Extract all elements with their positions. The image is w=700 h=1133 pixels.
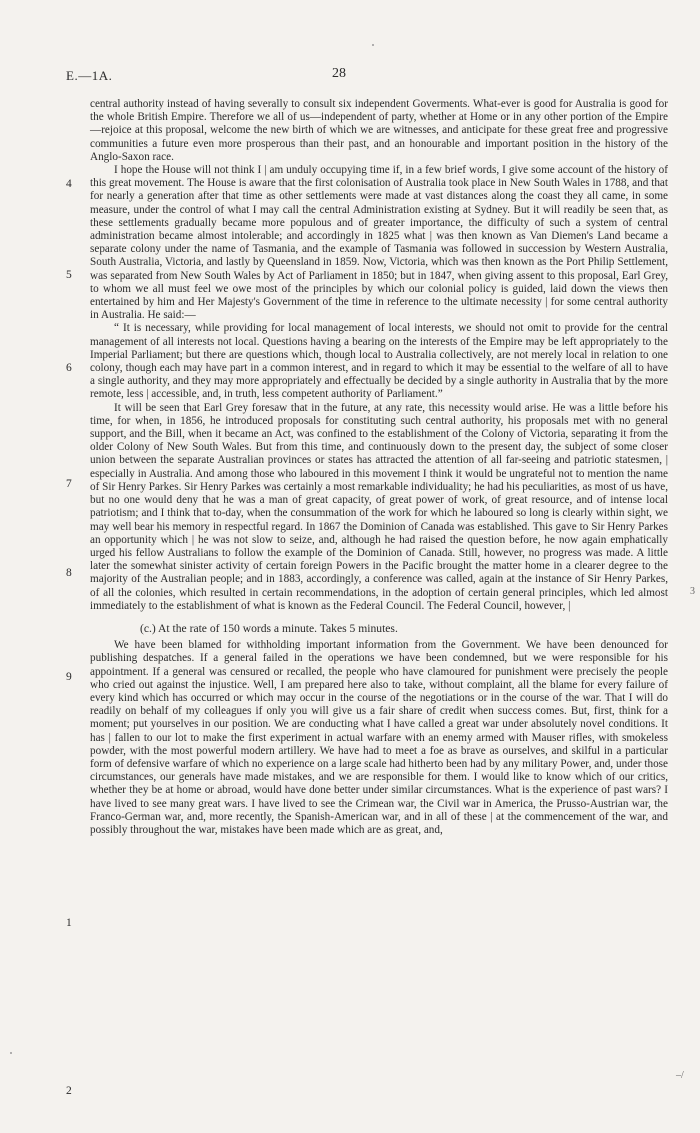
margin-number: 8 <box>66 567 72 579</box>
margin-number: 1 <box>66 917 72 929</box>
paragraph: It will be seen that Earl Grey foresaw that in the future, at any rate, this necessity would arise. He was a little before his time, for when, in 1856, he introduced proposals for constituting such central authority, his proposals met with no general support, and the Bill, when it became an Act, was confined to the establishment of the Colony of Victoria, separating it from the older Colony of New South Wales. But from this time, and continuously down to the present day, the subject of some closer union between the separate Australian provinces or states has attracted the attention of all far-seeing and patriotic statesmen, | especially in Australia. And among those who laboured in this movement I think it would be ungrateful not to mention the name of Sir Henry Parkes. Sir Henry Parkes was certainly a most remarkable individuality; he had his peculiarities, as most of us have, but no one would deny that he was a man of great capacity, of great power of work, of great resource, and of intense local patriotism; and I think that to-day, when the consummation of the work for which he laboured so long is clearly within sight, we may well bear his memory in respectful regard. In 1867 the Dominion of Canada was established. This gave to Sir Henry Parkes an opportunity which | he was not slow to seize, and, although he had raised the question before, he now again emphatically urged his fellow Australians to follow the example of the Dominion of Canada. Still, however, no progress was made. A little later the somewhat sinister activity of certain foreign Powers in the Pacific brought the matter home in a clearer degree to the majority of the Australian people; and in 1883, accordingly, a conference was called, again at the instance of Sir Henry Parkes, of all the colonies, which resulted in certain recommendations, in the adoption of certain general principles, which led almost immediately to the establishment of what is known as the Federal Council. The Federal Council, however, | <box>90 401 668 612</box>
quotation: “ It is necessary, while providing for local management of local interests, we should not omit to provide for the central management of all interests not local. Questions having a bearing on the interests of the Empire may be left appropriately to the Imperial Parliament; but there are questions which, though local to Australia collectively, are not merely local in relation to one colony, though each may have part in a common interest, and in regard to which it may be essential to the welfare of all to have a single authority, and they may more appropriately and effectually be decided by a single authority in Australia that by the more remote, less | accessible, and, in truth, less competent authority of Parliament.” <box>90 322 668 401</box>
margin-number: 7 <box>66 478 72 490</box>
margin-number: 2 <box>66 1085 72 1097</box>
margin-number: 4 <box>66 178 72 190</box>
edge-mark: 3 <box>690 586 695 597</box>
paragraph: central authority instead of having severally to consult six independent Goverments. What-ever is good for Australia is good for the whole British Empire. Therefore we all of us—independent of party, whether at Home or in any other portion of the Empire—rejoice at this proposal, welcome the new birth of which we are witnesses, and anticipate for these great free and progressive communities a future even more prosperous than their past, and an honourable and important position in the history of the Anglo-Saxon race. <box>90 98 668 163</box>
section-heading: (c.) At the rate of 150 words a minute. Takes 5 minutes. <box>140 621 398 635</box>
margin-number: 5 <box>66 269 72 281</box>
paper-speck <box>372 44 374 46</box>
edge-mark: –/ <box>676 1070 684 1081</box>
paragraph: We have been blamed for withholding important information from the Government. We have been denounced for publishing despatches. If a general failed in the operations we have been condemned, but we were responsible for his appointment. If a general was censured or recalled, the people who have clamoured for punishment were precisely the people who cried out against the injustice. Well, I am prepared here also to take, without complaint, all the blame for every failure of every kind which has occurred or which may occur in the course of the negotiations or in the course of the war. That I will do readily on behalf of my colleagues if only you will give us a fair share of credit when success comes. But, first, think for a moment; put yourselves in our position. We are conducting what I have called a great war under absolutely novel conditions. It has | fallen to our lot to make the first experiment in actual warfare with an enemy armed with Mauser rifles, with smokeless powder, with the most powerful modern artillery. We have had to meet a foe as brave as ourselves, and skilful in a particular form of defensive warfare of which no experience on a large scale had hitherto been had by any military Power, and, under those circumstances, our generals have made mistakes, and we are responsible for them. I would like to know which of our critics, whether they be at home or abroad, would have done better under similar circumstances. What is the experience of past wars? I have lived to see many great wars. I have lived to see the Crimean war, the Civil war in America, the Prusso-Austrian war, the Franco-German war, and, more recently, the Spanish-American war, and in all of these | at the commencement of the war, and possibly throughout the war, mistakes have been made which are as great, and, <box>90 639 668 836</box>
page-number: 28 <box>332 66 346 81</box>
paragraph: I hope the House will not think I | am unduly occupying time if, in a few brief words, I give some account of the history of this great movement. The House is aware that the first colonisation of Australia took place in New South Wales in 1788, and that for nearly a generation after that time as other settlements were made at vast distances along the coast they all came, in some measure, under the control of what I may call the central Administration existing at Sydney. But it will readily be seen that, as these settlements gradually became more populous and of greater importance, the difficulty of such a system of central administration became almost intolerable; and accordingly in 1825 what | was then known as Van Diemen's Land became a separate colony under the name of Tasmania, and the example of Tasmania was followed in succession by Western Australia, South Australia, Victoria, and lastly by Queensland in 1859. Now, Victoria, which was then known as the Port Philip Settlement, was separated from New South Wales by Act of Parliament in 1850; but in 1847, when giving assent to this proposal, Earl Grey, to whom we all must feel we owe most of the principles by which our colonial policy is guided, laid down the views then entertained by him and Her Majesty's Government of the time in reference to the ultimate necessity | for some central authority in Australia. He said:— <box>90 164 668 322</box>
paper-speck <box>10 1052 12 1054</box>
document-code: E.—1A. <box>66 68 113 83</box>
text-column <box>90 98 668 837</box>
margin-number: 9 <box>66 671 72 683</box>
margin-number: 6 <box>66 362 72 374</box>
